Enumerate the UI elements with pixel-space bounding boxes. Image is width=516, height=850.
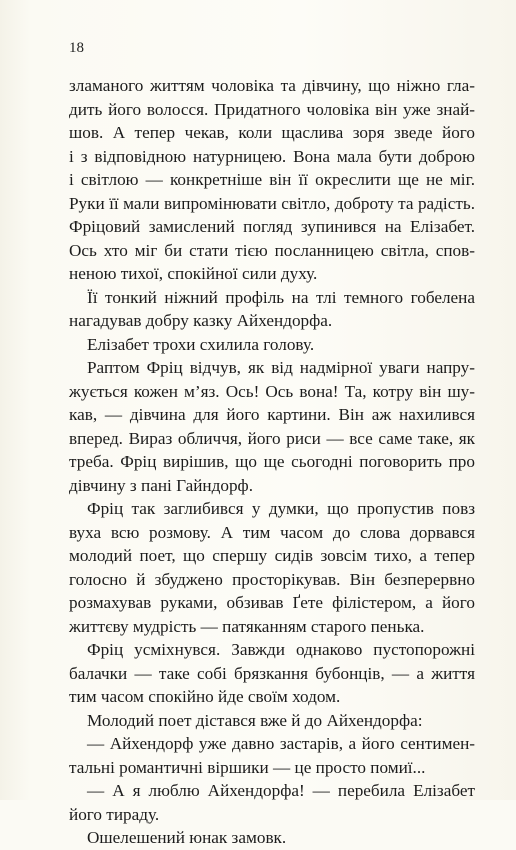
text-line: Фріц так заглибився у думки, що пропустив повз	[87, 499, 475, 518]
text-line: Її тонкий ніжний профіль на тлі темного гобелена	[87, 287, 475, 307]
text-line: тим часом спокійно йде своїм ходом.	[69, 687, 341, 706]
body-text	[69, 74, 475, 850]
text-line: вперед. Вираз обличчя, його риси — все саме таке, як	[69, 428, 475, 448]
text-line: кав, — дівчина для його картини. Він аж нахилився	[69, 405, 475, 424]
text-line: Руки її мали випромінювати світло, доброту та радість.	[69, 193, 475, 213]
text-line: розмахував руками, обзивав Ґете філістером, а його	[69, 593, 475, 612]
text-line: дівчину з пані Гайндорф.	[69, 475, 253, 495]
text-line: балачки — таке собі брязкання бубонців, — а життя	[69, 663, 475, 683]
text-line: Ось хто міг би стати тією посланницею світла, спов-	[69, 240, 475, 260]
text-line: жується кожен м’яз. Ось! Ось вона! Та, котру він шу-	[69, 381, 475, 401]
text-line: треба. Фріц вирішив, що ще сьогодні поговорить про	[69, 452, 475, 471]
text-line: Ошелешений юнак замовк.	[87, 828, 287, 847]
text-line: тальні романтичні віршики — це просто помиї...	[69, 757, 426, 777]
text-line: і світлою — конкретніше він її окреслити ще не міг.	[69, 170, 475, 189]
text-line: зламаного життям чоловіка та дівчину, що ніжно гла-	[69, 76, 475, 95]
text-line: нагадував добру казку Айхендорфа.	[69, 311, 333, 330]
text-line: Раптом Фріц відчув, як від надмірної уваги напру-	[87, 358, 475, 377]
page-number: 18	[69, 40, 84, 56]
text-line: вуха всю розмову. А тим часом до слова дорвався	[69, 522, 475, 542]
text-line: молодий поет, що спершу сидів зовсім тихо, а тепер	[69, 546, 475, 565]
text-line: Фріц усміхнувся. Завжди однаково пустопорожні	[87, 640, 475, 659]
text-line: Фріцовий замислений погляд зупинився на Елізабет.	[69, 217, 475, 236]
text-line: його тираду.	[69, 804, 160, 824]
text-line: шов. А тепер чекав, коли щаслива зоря зведе його	[69, 123, 475, 142]
text-line: — А я люблю Айхендорфа! — перебила Елізабет	[87, 781, 475, 800]
text-line: дить його волосся. Придатного чоловіка він уже знай-	[69, 99, 475, 119]
text-line: — Айхендорф уже давно застарів, а його сентимен-	[87, 734, 475, 753]
text-line: життєву мудрість — патяканням старого пенька.	[69, 616, 425, 636]
text-line: Елізабет трохи схилила голову.	[87, 334, 315, 354]
text-line: Молодий поет дістався вже й до Айхендорфа:	[87, 710, 423, 730]
text-line: і з відповідною натурницею. Вона мала бути доброю	[69, 146, 475, 166]
text-line: неною тихої, спокійної сили духу.	[69, 264, 318, 283]
text-line: голосно й збуджено просторікував. Він безперервно	[69, 569, 475, 589]
